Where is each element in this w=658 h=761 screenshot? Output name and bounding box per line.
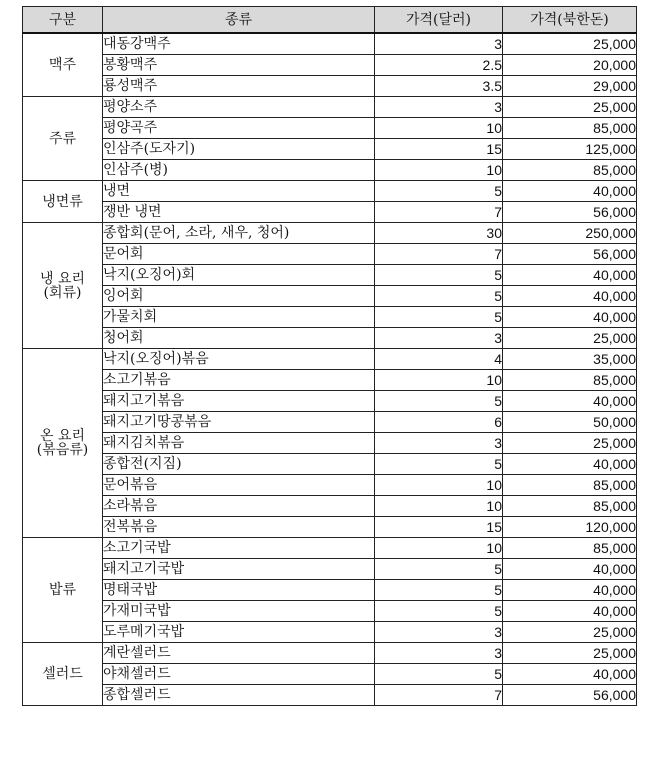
- table-row: [23, 391, 637, 412]
- item-name-cell: 전복볶음: [103, 517, 375, 538]
- price-kpw-cell: 56,000: [503, 685, 637, 706]
- table-row: [23, 412, 637, 433]
- table-row: [23, 349, 637, 370]
- item-name-cell: 야채셀러드: [103, 664, 375, 685]
- price-usd-cell: 5: [375, 664, 503, 685]
- price-kpw-cell: 85,000: [503, 496, 637, 517]
- table-row: [23, 601, 637, 622]
- price-usd-cell: 15: [375, 517, 503, 538]
- item-name-cell: 종합전(지짐): [103, 454, 375, 475]
- price-usd-cell: 3: [375, 97, 503, 118]
- item-name-cell: 문어볶음: [103, 475, 375, 496]
- header-usd: 가격(달러): [375, 7, 503, 34]
- price-usd-cell: 3: [375, 622, 503, 643]
- table-row: [23, 307, 637, 328]
- item-name-cell: 인삼주(병): [103, 160, 375, 181]
- category-label: 셀러드: [42, 666, 83, 682]
- price-usd-cell: 5: [375, 391, 503, 412]
- item-name-cell: 소고기볶음: [103, 370, 375, 391]
- price-usd-cell: 10: [375, 475, 503, 496]
- category-label: 맥주: [48, 57, 77, 73]
- table-row: [23, 265, 637, 286]
- price-usd-cell: 5: [375, 559, 503, 580]
- category-sublabel: (볶음류): [36, 442, 89, 458]
- table-row: [23, 55, 637, 76]
- header-category: 구분: [23, 7, 103, 34]
- price-kpw-cell: 85,000: [503, 475, 637, 496]
- item-name-cell: 도루메기국밥: [103, 622, 375, 643]
- table-row: [23, 33, 637, 55]
- price-usd-cell: 3: [375, 433, 503, 454]
- item-name-cell: 가재미국밥: [103, 601, 375, 622]
- category-label: 주류: [48, 130, 77, 147]
- category-cell: [23, 643, 103, 706]
- table-row: [23, 559, 637, 580]
- price-kpw-cell: 125,000: [503, 139, 637, 160]
- price-kpw-cell: 40,000: [503, 307, 637, 328]
- item-name-cell: 명태국밥: [103, 580, 375, 601]
- price-usd-cell: 4: [375, 349, 503, 370]
- price-kpw-cell: 120,000: [503, 517, 637, 538]
- price-usd-cell: 5: [375, 307, 503, 328]
- item-name-cell: 룡성맥주: [103, 76, 375, 97]
- item-name-cell: 종합셀러드: [103, 685, 375, 706]
- table-row: [23, 433, 637, 454]
- price-usd-cell: 3: [375, 33, 503, 55]
- item-name-cell: 종합회(문어, 소라, 새우, 청어): [103, 223, 375, 244]
- price-usd-cell: 5: [375, 181, 503, 202]
- price-usd-cell: 7: [375, 685, 503, 706]
- price-kpw-cell: 25,000: [503, 97, 637, 118]
- item-name-cell: 계란셀러드: [103, 643, 375, 664]
- item-name-cell: 소라볶음: [103, 496, 375, 517]
- category-sublabel: (회류): [43, 284, 82, 301]
- category-cell: [23, 97, 103, 181]
- table-row: [23, 181, 637, 202]
- header-item: 종류: [103, 7, 375, 34]
- table-row: [23, 454, 637, 475]
- item-name-cell: 평양곡주: [103, 118, 375, 139]
- item-name-cell: 낙지(오징어)볶음: [103, 349, 375, 370]
- price-kpw-cell: 40,000: [503, 391, 637, 412]
- item-name-cell: 냉면: [103, 181, 375, 202]
- item-name-cell: 봉황맥주: [103, 55, 375, 76]
- table-row: [23, 139, 637, 160]
- price-usd-cell: 2.5: [375, 55, 503, 76]
- table-row: [23, 328, 637, 349]
- price-kpw-cell: 40,000: [503, 601, 637, 622]
- item-name-cell: 쟁반 냉면: [103, 202, 375, 223]
- table-row: [23, 370, 637, 391]
- price-kpw-cell: 20,000: [503, 55, 637, 76]
- price-kpw-cell: 35,000: [503, 349, 637, 370]
- price-usd-cell: 10: [375, 160, 503, 181]
- price-kpw-cell: 56,000: [503, 202, 637, 223]
- table-row: [23, 76, 637, 97]
- item-name-cell: 돼지김치볶음: [103, 433, 375, 454]
- price-kpw-cell: 29,000: [503, 76, 637, 97]
- price-kpw-cell: 40,000: [503, 265, 637, 286]
- price-usd-cell: 3: [375, 328, 503, 349]
- price-kpw-cell: 50,000: [503, 412, 637, 433]
- table-row: [23, 643, 637, 664]
- menu-body: [23, 33, 637, 706]
- item-name-cell: 돼지고기볶음: [103, 391, 375, 412]
- price-kpw-cell: 85,000: [503, 370, 637, 391]
- price-usd-cell: 7: [375, 244, 503, 265]
- price-usd-cell: 10: [375, 496, 503, 517]
- item-name-cell: 청어회: [103, 328, 375, 349]
- price-usd-cell: 15: [375, 139, 503, 160]
- price-usd-cell: 7: [375, 202, 503, 223]
- table-row: [23, 202, 637, 223]
- table-row: [23, 685, 637, 706]
- price-kpw-cell: 85,000: [503, 118, 637, 139]
- price-kpw-cell: 40,000: [503, 559, 637, 580]
- table-row: [23, 160, 637, 181]
- table-row: [23, 664, 637, 685]
- item-name-cell: 가물치회: [103, 307, 375, 328]
- price-usd-cell: 10: [375, 370, 503, 391]
- item-name-cell: 평양소주: [103, 97, 375, 118]
- price-kpw-cell: 85,000: [503, 538, 637, 559]
- table-row: [23, 517, 637, 538]
- category-label: 냉면류: [42, 193, 83, 210]
- item-name-cell: 대동강맥주: [103, 33, 375, 55]
- price-kpw-cell: 40,000: [503, 580, 637, 601]
- price-usd-cell: 3.5: [375, 76, 503, 97]
- table-row: [23, 538, 637, 559]
- price-kpw-cell: 250,000: [503, 223, 637, 244]
- item-name-cell: 낙지(오징어)회: [103, 265, 375, 286]
- table-row: [23, 580, 637, 601]
- category-cell: [23, 349, 103, 538]
- price-usd-cell: 5: [375, 286, 503, 307]
- price-usd-cell: 10: [375, 538, 503, 559]
- category-label: 밥류: [48, 582, 77, 598]
- category-cell: [23, 181, 103, 223]
- table-row: [23, 622, 637, 643]
- category-cell: [23, 223, 103, 349]
- price-kpw-cell: 40,000: [503, 286, 637, 307]
- price-kpw-cell: 25,000: [503, 622, 637, 643]
- price-kpw-cell: 25,000: [503, 433, 637, 454]
- category-cell: [23, 538, 103, 643]
- table-row: [23, 286, 637, 307]
- price-kpw-cell: 25,000: [503, 328, 637, 349]
- table-row: [23, 496, 637, 517]
- item-name-cell: 잉어회: [103, 286, 375, 307]
- header-row: [23, 7, 637, 34]
- price-kpw-cell: 40,000: [503, 454, 637, 475]
- price-kpw-cell: 40,000: [503, 664, 637, 685]
- price-usd-cell: 3: [375, 643, 503, 664]
- item-name-cell: 문어회: [103, 244, 375, 265]
- category-label: 냉 요리: [39, 270, 86, 287]
- price-usd-cell: 6: [375, 412, 503, 433]
- item-name-cell: 인삼주(도자기): [103, 139, 375, 160]
- menu-table-wrapper: [22, 6, 637, 706]
- price-kpw-cell: 85,000: [503, 160, 637, 181]
- price-usd-cell: 30: [375, 223, 503, 244]
- table-row: [23, 97, 637, 118]
- price-kpw-cell: 40,000: [503, 181, 637, 202]
- table-row: [23, 118, 637, 139]
- price-kpw-cell: 25,000: [503, 643, 637, 664]
- menu-price-table: [22, 6, 637, 706]
- item-name-cell: 돼지고기땅콩볶음: [103, 412, 375, 433]
- price-usd-cell: 5: [375, 601, 503, 622]
- price-kpw-cell: 56,000: [503, 244, 637, 265]
- price-usd-cell: 5: [375, 265, 503, 286]
- header-kpw: 가격(북한돈): [503, 7, 637, 34]
- item-name-cell: 돼지고기국밥: [103, 559, 375, 580]
- price-usd-cell: 10: [375, 118, 503, 139]
- category-label: 온 요리: [39, 428, 86, 444]
- table-row: [23, 244, 637, 265]
- price-usd-cell: 5: [375, 454, 503, 475]
- table-row: [23, 223, 637, 244]
- category-cell: [23, 33, 103, 97]
- table-row: [23, 475, 637, 496]
- price-usd-cell: 5: [375, 580, 503, 601]
- price-kpw-cell: 25,000: [503, 33, 637, 55]
- item-name-cell: 소고기국밥: [103, 538, 375, 559]
